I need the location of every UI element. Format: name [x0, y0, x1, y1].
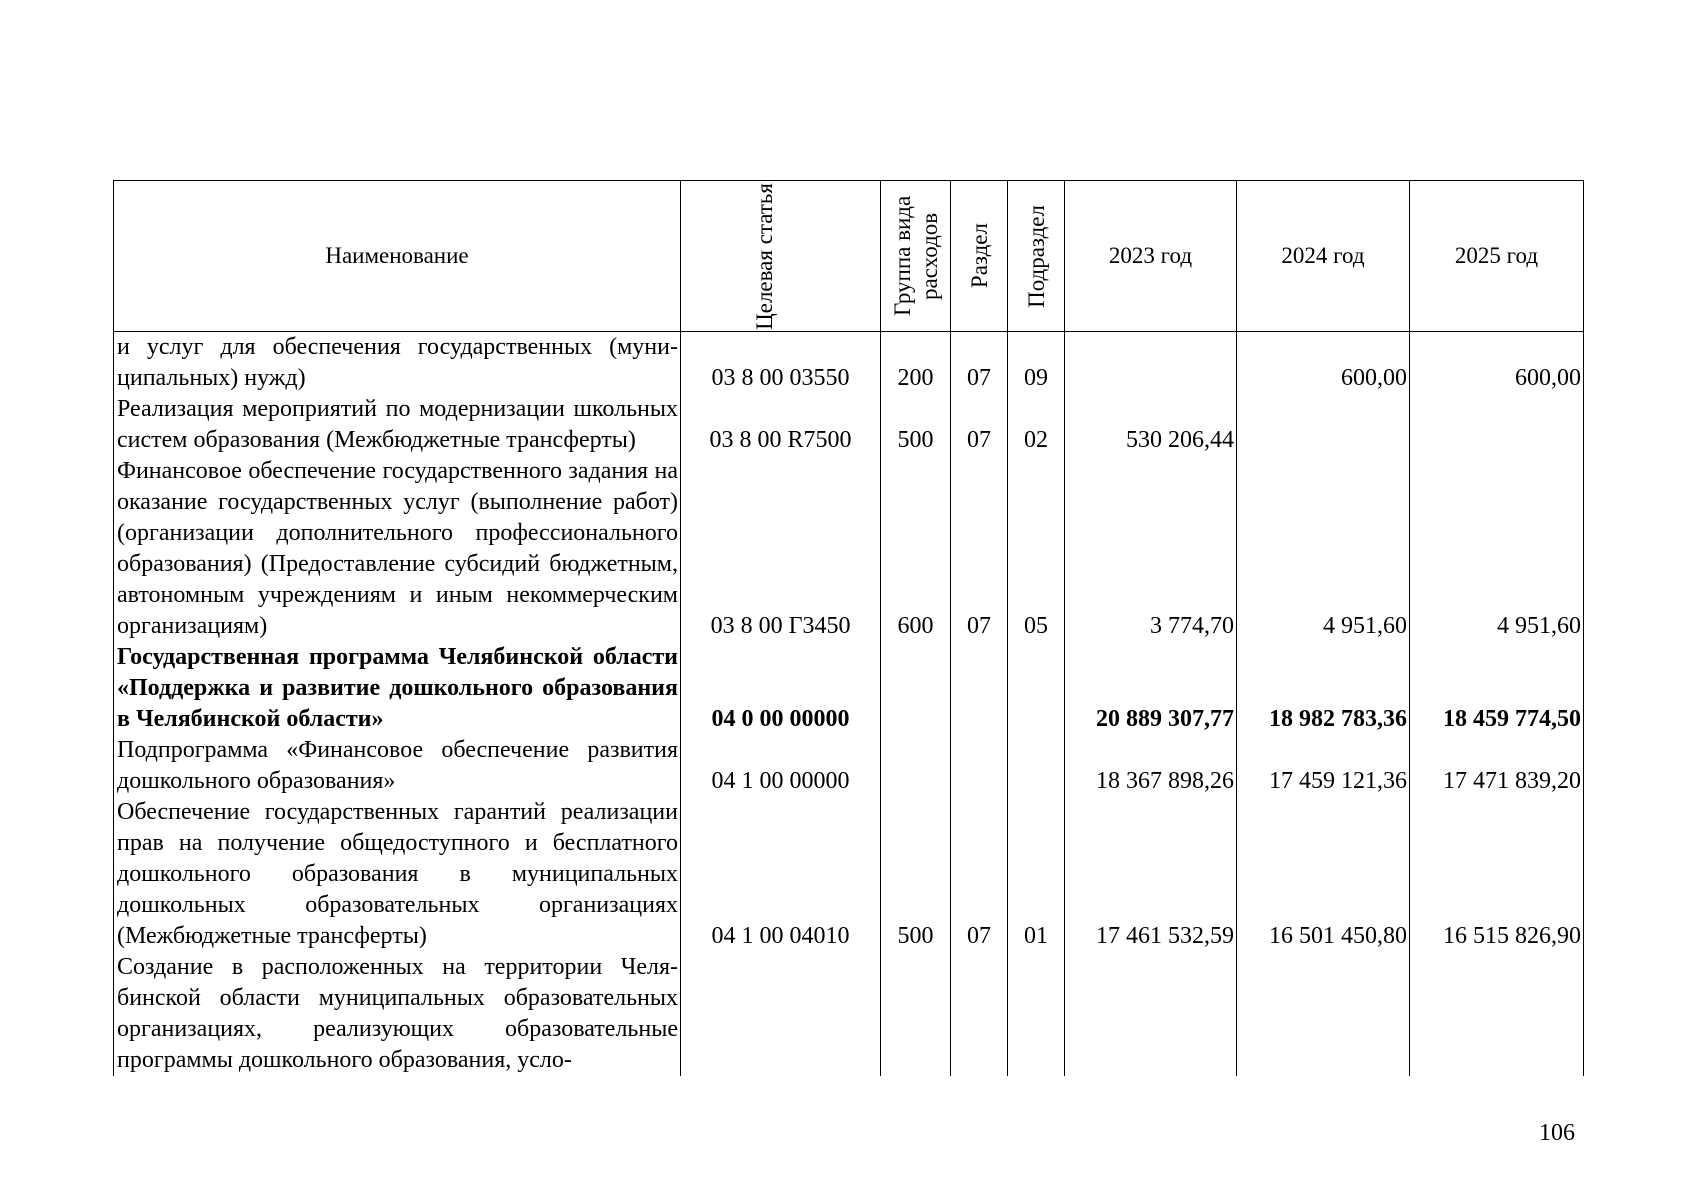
table-row	[114, 394, 1584, 456]
row-section: 07	[951, 332, 1008, 395]
table-header	[114, 181, 1584, 332]
row-amount-2025	[1410, 952, 1584, 1076]
row-target-article: 04 1 00 04010	[681, 797, 881, 952]
row-section	[951, 642, 1008, 735]
row-subsection: 01	[1008, 797, 1065, 952]
row-amount-2023: 530 206,44	[1065, 394, 1237, 456]
row-target-article	[681, 952, 881, 1076]
budget-table	[113, 180, 1584, 1076]
header-name	[114, 181, 681, 332]
row-subsection: 09	[1008, 332, 1065, 395]
header-target-article-label: Целевая статья	[751, 182, 777, 330]
table-row	[114, 952, 1584, 1076]
table-row	[114, 456, 1584, 642]
header-expense-group	[881, 181, 951, 332]
row-amount-2024	[1237, 394, 1410, 456]
row-amount-2024: 16 501 450,80	[1237, 797, 1410, 952]
header-2025	[1410, 181, 1584, 332]
row-target-article: 03 8 00 Г3450	[681, 456, 881, 642]
row-amount-2025	[1410, 394, 1584, 456]
row-name: Обеспечение государственных гарантий реализации прав на получение общедоступного и бесплатного дошкольного образования в муниципальных дошкольных образовательных организациях (Межбюджетные трансферты)	[114, 797, 681, 952]
table-row	[114, 332, 1584, 395]
row-subsection: 02	[1008, 394, 1065, 456]
row-target-article: 04 0 00 00000	[681, 642, 881, 735]
row-section: 07	[951, 394, 1008, 456]
row-expense-group: 600	[881, 456, 951, 642]
table-body	[114, 332, 1584, 1077]
row-expense-group: 200	[881, 332, 951, 395]
header-target-article	[681, 181, 881, 332]
row-amount-2023: 18 367 898,26	[1065, 735, 1237, 797]
page-number: 106	[1539, 1120, 1575, 1146]
row-expense-group	[881, 952, 951, 1076]
row-amount-2023: 3 774,70	[1065, 456, 1237, 642]
row-name: Реализация мероприятий по модернизации школьных систем образования (Межбюджетные трансферты)	[114, 394, 681, 456]
header-subsection-label: Подраздел	[1023, 204, 1049, 308]
header-subsection	[1008, 181, 1065, 332]
header-row	[114, 181, 1584, 332]
row-expense-group: 500	[881, 394, 951, 456]
row-amount-2025: 18 459 774,50	[1410, 642, 1584, 735]
row-amount-2024	[1237, 952, 1410, 1076]
header-expense-group-label: Группа вида расходов	[889, 195, 942, 317]
row-expense-group: 500	[881, 797, 951, 952]
table-row-program	[114, 642, 1584, 735]
row-subsection: 05	[1008, 456, 1065, 642]
row-name: Финансовое обеспечение государственного задания на оказание государственных услуг (выполнение работ) (организации дополнительного профессионального образования) (Предоставление субсидий бюджетным, автономным учреждениям и иным некоммерческим организациям)	[114, 456, 681, 642]
row-section	[951, 952, 1008, 1076]
header-2025-label: 2025 год	[1454, 243, 1539, 268]
row-amount-2023: 17 461 532,59	[1065, 797, 1237, 952]
table-row	[114, 735, 1584, 797]
row-name: Государственная программа Челябинской области «Поддержка и развитие дошкольного образования в Челябинской области»	[114, 642, 681, 735]
row-subsection	[1008, 642, 1065, 735]
row-name: Создание в расположенных на территории Челябинской области муниципальных образовательных организациях, реализующих образовательные программы дошкольного образования, усло-	[114, 952, 681, 1076]
row-target-article: 03 8 00 R7500	[681, 394, 881, 456]
row-amount-2024: 17 459 121,36	[1237, 735, 1410, 797]
row-name: Подпрограмма «Финансовое обеспечение развития дошкольного образования»	[114, 735, 681, 797]
row-amount-2025: 600,00	[1410, 332, 1584, 395]
row-amount-2025: 17 471 839,20	[1410, 735, 1584, 797]
row-subsection	[1008, 735, 1065, 797]
header-2023	[1065, 181, 1237, 332]
header-2024-label: 2024 год	[1281, 243, 1365, 268]
row-section: 07	[951, 797, 1008, 952]
row-target-article: 04 1 00 00000	[681, 735, 881, 797]
row-expense-group	[881, 735, 951, 797]
row-amount-2023	[1065, 332, 1237, 395]
table-row	[114, 797, 1584, 952]
row-subsection	[1008, 952, 1065, 1076]
header-section	[951, 181, 1008, 332]
row-amount-2024: 600,00	[1237, 332, 1410, 395]
row-amount-2025: 4 951,60	[1410, 456, 1584, 642]
row-amount-2024: 4 951,60	[1237, 456, 1410, 642]
header-name-label: Наименование	[325, 243, 469, 268]
row-expense-group	[881, 642, 951, 735]
row-section	[951, 735, 1008, 797]
header-2023-label: 2023 год	[1108, 243, 1193, 268]
row-amount-2023	[1065, 952, 1237, 1076]
header-2024	[1237, 181, 1410, 332]
row-amount-2025: 16 515 826,90	[1410, 797, 1584, 952]
row-section: 07	[951, 456, 1008, 642]
row-amount-2023: 20 889 307,77	[1065, 642, 1237, 735]
row-target-article: 03 8 00 03550	[681, 332, 881, 395]
row-name: и услуг для обеспечения государственных (муниципальных) нужд)	[114, 332, 681, 395]
row-amount-2024: 18 982 783,36	[1237, 642, 1410, 735]
header-section-label: Раздел	[966, 223, 992, 289]
